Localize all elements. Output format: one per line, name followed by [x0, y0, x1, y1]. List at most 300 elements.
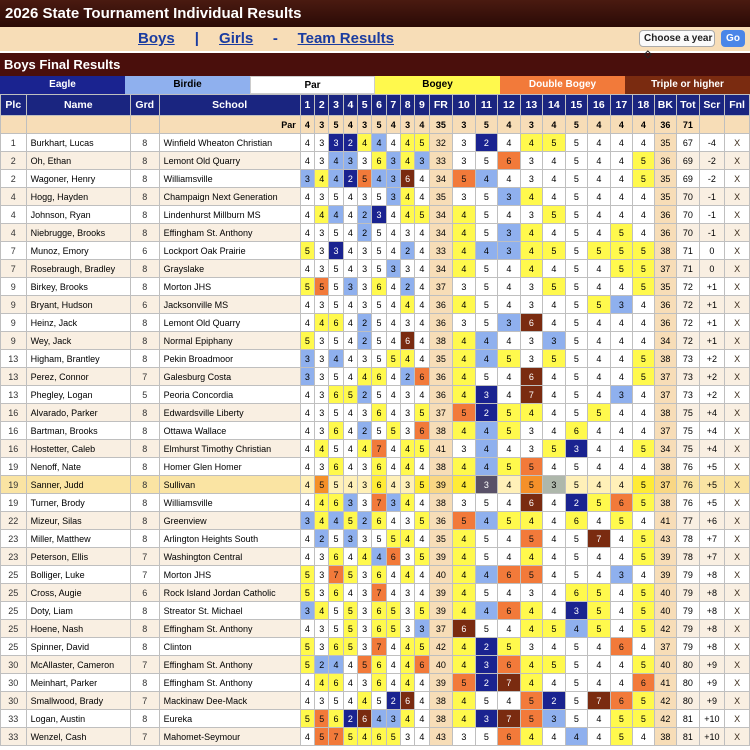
hole-score-cell: 5 — [300, 638, 314, 656]
final-cell: X — [725, 404, 750, 422]
place-cell: 25 — [1, 638, 27, 656]
team-results-link[interactable]: Team Results — [297, 30, 394, 47]
hole-score-cell: 4 — [498, 296, 521, 314]
front-total-cell: 36 — [429, 314, 453, 332]
legend-double-bogey: Double Bogey — [500, 76, 625, 94]
back-total-cell: 38 — [654, 404, 677, 422]
col-header-hole: BK — [654, 95, 677, 116]
hole-score-cell: 4 — [588, 350, 611, 368]
grade-cell: 8 — [130, 476, 159, 494]
hole-score-cell: 4 — [329, 656, 343, 674]
hole-score-cell: 4 — [498, 620, 521, 638]
place-cell: 9 — [1, 332, 27, 350]
hole-score-cell: 2 — [343, 134, 357, 152]
total-cell: 72 — [677, 278, 700, 296]
hole-score-cell: 4 — [415, 260, 429, 278]
hole-score-cell: 4 — [588, 260, 611, 278]
hole-score-cell: 6 — [565, 584, 588, 602]
to-par-cell: 0 — [699, 242, 725, 260]
player-row — [1, 710, 750, 728]
hole-score-cell: 4 — [300, 728, 314, 746]
hole-score-cell: 4 — [300, 386, 314, 404]
hole-score-cell: 5 — [543, 440, 566, 458]
hole-score-cell: 4 — [633, 512, 654, 530]
hole-score-cell: 3 — [520, 296, 543, 314]
player-row — [1, 152, 750, 170]
to-par-cell: +2 — [699, 386, 725, 404]
hole-score-cell: 5 — [329, 224, 343, 242]
hole-score-cell: 4 — [415, 314, 429, 332]
front-total-cell: 39 — [429, 476, 453, 494]
total-cell: 72 — [677, 314, 700, 332]
col-header-hole: Scr — [699, 95, 725, 116]
total-cell: 69 — [677, 170, 700, 188]
hole-score-cell: 3 — [315, 620, 329, 638]
place-cell: 23 — [1, 530, 27, 548]
hole-score-cell: 4 — [300, 152, 314, 170]
hole-score-cell: 4 — [400, 206, 414, 224]
hole-score-cell: 4 — [543, 224, 566, 242]
hole-score-cell: 4 — [498, 476, 521, 494]
school-cell: Arlington Heights South — [159, 530, 300, 548]
hole-score-cell: 2 — [358, 332, 372, 350]
hole-score-cell: 4 — [498, 278, 521, 296]
hole-score-cell: 5 — [520, 476, 543, 494]
final-cell: X — [725, 602, 750, 620]
hole-score-cell: 3 — [400, 404, 414, 422]
hole-score-cell: 5 — [329, 476, 343, 494]
to-par-cell: +8 — [699, 620, 725, 638]
hole-score-cell: 4 — [453, 260, 476, 278]
hole-score-cell: 5 — [315, 278, 329, 296]
hole-score-cell: 6 — [358, 710, 372, 728]
hole-score-cell: 4 — [610, 548, 633, 566]
hole-score-cell: 4 — [315, 602, 329, 620]
front-total-cell: 38 — [429, 422, 453, 440]
col-header-hole: 17 — [610, 95, 633, 116]
hole-score-cell: 4 — [300, 692, 314, 710]
hole-score-cell: 5 — [386, 602, 400, 620]
hole-score-cell: 3 — [315, 368, 329, 386]
hole-score-cell: 5 — [415, 548, 429, 566]
nav-bar — [0, 27, 750, 60]
hole-score-cell: 4 — [453, 206, 476, 224]
grade-cell: 6 — [130, 242, 159, 260]
col-header-grd: Grd — [130, 95, 159, 116]
back-total-cell: 37 — [654, 260, 677, 278]
hole-score-cell: 4 — [329, 170, 343, 188]
front-total-cell: 34 — [429, 224, 453, 242]
grade-cell: 7 — [130, 728, 159, 746]
front-total-cell: 33 — [429, 152, 453, 170]
place-cell: 13 — [1, 386, 27, 404]
player-name-cell: Hoene, Nash — [26, 620, 130, 638]
hole-score-cell: 5 — [343, 386, 357, 404]
hole-score-cell: 2 — [565, 494, 588, 512]
player-row — [1, 476, 750, 494]
place-cell: 33 — [1, 728, 27, 746]
grade-cell: 8 — [130, 602, 159, 620]
back-total-cell: 40 — [654, 602, 677, 620]
school-cell: Effingham St. Anthony — [159, 656, 300, 674]
hole-score-cell: 5 — [610, 710, 633, 728]
hole-score-cell: 5 — [300, 566, 314, 584]
hole-score-cell: 4 — [400, 440, 414, 458]
to-par-cell: +1 — [699, 332, 725, 350]
hole-score-cell: 3 — [358, 584, 372, 602]
front-total-cell: 39 — [429, 548, 453, 566]
hole-score-cell: 3 — [358, 188, 372, 206]
hole-score-cell: 4 — [453, 566, 476, 584]
to-par-cell: +5 — [699, 476, 725, 494]
hole-score-cell: 4 — [588, 440, 611, 458]
school-cell: Greenview — [159, 512, 300, 530]
hole-score-cell: 3 — [315, 350, 329, 368]
hole-score-cell: 4 — [358, 134, 372, 152]
player-name-cell: Heinz, Jack — [26, 314, 130, 332]
hole-score-cell: 4 — [386, 638, 400, 656]
hole-score-cell: 4 — [453, 332, 476, 350]
place-cell: 19 — [1, 476, 27, 494]
hole-score-cell: 7 — [372, 440, 386, 458]
par-value: 5 — [329, 116, 343, 134]
hole-score-cell: 4 — [300, 530, 314, 548]
player-row — [1, 638, 750, 656]
hole-score-cell: 3 — [400, 512, 414, 530]
hole-score-cell: 4 — [386, 566, 400, 584]
hole-score-cell: 5 — [565, 404, 588, 422]
hole-score-cell: 4 — [415, 296, 429, 314]
total-cell: 73 — [677, 368, 700, 386]
final-cell: X — [725, 512, 750, 530]
hole-score-cell: 4 — [588, 476, 611, 494]
hole-score-cell: 5 — [565, 332, 588, 350]
hole-score-cell: 4 — [588, 566, 611, 584]
final-cell: X — [725, 260, 750, 278]
col-header-hole: 3 — [329, 95, 343, 116]
hole-score-cell: 2 — [543, 692, 566, 710]
hole-score-cell: 5 — [565, 458, 588, 476]
go-button[interactable]: Go — [721, 30, 745, 47]
hole-score-cell: 3 — [453, 494, 476, 512]
hole-score-cell: 5 — [453, 404, 476, 422]
hole-score-cell: 4 — [543, 674, 566, 692]
player-name-cell: Logan, Austin — [26, 710, 130, 728]
school-cell: Williamsville — [159, 170, 300, 188]
hole-score-cell: 4 — [588, 548, 611, 566]
total-cell: 72 — [677, 332, 700, 350]
final-cell: X — [725, 368, 750, 386]
par-value: 5 — [565, 116, 588, 134]
front-total-cell: 43 — [429, 728, 453, 746]
hole-score-cell: 5 — [633, 476, 654, 494]
front-total-cell: 37 — [429, 404, 453, 422]
hole-score-cell: 4 — [543, 386, 566, 404]
grade-cell: 8 — [130, 638, 159, 656]
grade-cell: 8 — [130, 440, 159, 458]
hole-score-cell: 5 — [315, 710, 329, 728]
hole-score-cell: 4 — [543, 512, 566, 530]
hole-score-cell: 2 — [315, 656, 329, 674]
hole-score-cell: 6 — [372, 512, 386, 530]
final-cell: X — [725, 350, 750, 368]
hole-score-cell: 3 — [358, 350, 372, 368]
hole-score-cell: 2 — [475, 674, 498, 692]
hole-score-cell: 3 — [400, 602, 414, 620]
player-row — [1, 674, 750, 692]
year-select[interactable]: Choose a year ◇ — [639, 30, 715, 47]
front-total-cell: 38 — [429, 692, 453, 710]
hole-score-cell: 5 — [565, 386, 588, 404]
hole-score-cell: 4 — [343, 224, 357, 242]
hole-score-cell: 4 — [453, 476, 476, 494]
front-total-cell: 37 — [429, 620, 453, 638]
hole-score-cell: 5 — [372, 188, 386, 206]
legend-triple: Triple or higher — [625, 76, 750, 94]
hole-score-cell: 3 — [520, 584, 543, 602]
nav-separator: | — [194, 30, 199, 47]
hole-score-cell: 4 — [588, 386, 611, 404]
hole-score-cell: 4 — [415, 710, 429, 728]
col-header-hole: 9 — [415, 95, 429, 116]
player-row — [1, 584, 750, 602]
col-header-hole: 6 — [372, 95, 386, 116]
player-row — [1, 224, 750, 242]
total-cell: 73 — [677, 386, 700, 404]
hole-score-cell: 3 — [358, 476, 372, 494]
girls-link[interactable]: Girls — [219, 30, 254, 47]
final-cell: X — [725, 530, 750, 548]
front-total-cell: 40 — [429, 566, 453, 584]
hole-score-cell: 4 — [415, 242, 429, 260]
hole-score-cell: 4 — [588, 728, 611, 746]
player-row — [1, 314, 750, 332]
hole-score-cell: 4 — [633, 134, 654, 152]
hole-score-cell: 4 — [475, 350, 498, 368]
front-total-cell: 34 — [429, 260, 453, 278]
hole-score-cell: 5 — [610, 512, 633, 530]
hole-score-cell: 2 — [400, 278, 414, 296]
total-cell: 78 — [677, 530, 700, 548]
par-value: 4 — [415, 116, 429, 134]
player-name-cell: Miller, Matthew — [26, 530, 130, 548]
hole-score-cell: 5 — [372, 530, 386, 548]
hole-score-cell: 4 — [453, 368, 476, 386]
hole-score-cell: 4 — [400, 656, 414, 674]
hole-score-cell: 3 — [498, 224, 521, 242]
to-par-cell: -1 — [699, 224, 725, 242]
hole-score-cell: 5 — [565, 368, 588, 386]
school-cell: Mackinaw Dee-Mack — [159, 692, 300, 710]
hole-score-cell: 5 — [633, 242, 654, 260]
hole-score-cell: 5 — [415, 476, 429, 494]
hole-score-cell: 2 — [343, 710, 357, 728]
hole-score-cell: 6 — [329, 314, 343, 332]
place-cell: 23 — [1, 548, 27, 566]
grade-cell: 8 — [130, 224, 159, 242]
hole-score-cell: 4 — [633, 206, 654, 224]
par-value: 4 — [343, 116, 357, 134]
player-name-cell: Doty, Liam — [26, 602, 130, 620]
hole-score-cell: 3 — [415, 620, 429, 638]
hole-score-cell: 4 — [386, 476, 400, 494]
school-cell: Lindenhurst Millburn MS — [159, 206, 300, 224]
hole-score-cell: 4 — [372, 548, 386, 566]
boys-link[interactable]: Boys — [138, 30, 175, 47]
hole-score-cell: 4 — [475, 170, 498, 188]
school-cell: Ottawa Wallace — [159, 422, 300, 440]
hole-score-cell: 4 — [588, 638, 611, 656]
hole-score-cell: 7 — [520, 386, 543, 404]
hole-score-cell: 4 — [343, 674, 357, 692]
hole-score-cell: 4 — [588, 458, 611, 476]
place-cell: 30 — [1, 692, 27, 710]
hole-score-cell: 3 — [543, 476, 566, 494]
total-cell: 73 — [677, 350, 700, 368]
hole-score-cell: 5 — [475, 206, 498, 224]
hole-score-cell: 5 — [588, 602, 611, 620]
front-total-cell: 34 — [429, 206, 453, 224]
player-row — [1, 548, 750, 566]
player-row — [1, 242, 750, 260]
hole-score-cell: 4 — [300, 458, 314, 476]
hole-score-cell: 5 — [633, 260, 654, 278]
final-cell: X — [725, 710, 750, 728]
final-cell: X — [725, 278, 750, 296]
player-name-cell: Nenoff, Nate — [26, 458, 130, 476]
hole-score-cell: 4 — [520, 188, 543, 206]
col-header-hole: Fnl — [725, 95, 750, 116]
hole-score-cell: 3 — [300, 368, 314, 386]
hole-score-cell: 5 — [415, 134, 429, 152]
hole-score-cell: 2 — [400, 368, 414, 386]
hole-score-cell: 4 — [633, 458, 654, 476]
player-row — [1, 512, 750, 530]
hole-score-cell: 5 — [453, 674, 476, 692]
player-row — [1, 134, 750, 152]
player-name-cell: Bryant, Hudson — [26, 296, 130, 314]
hole-score-cell: 3 — [358, 494, 372, 512]
hole-score-cell: 3 — [358, 296, 372, 314]
hole-score-cell: 6 — [372, 476, 386, 494]
school-cell: Morton JHS — [159, 566, 300, 584]
to-par-cell: +9 — [699, 674, 725, 692]
hole-score-cell: 4 — [300, 206, 314, 224]
hole-score-cell: 4 — [343, 440, 357, 458]
hole-score-cell: 5 — [372, 332, 386, 350]
hole-score-cell: 3 — [372, 206, 386, 224]
player-row — [1, 332, 750, 350]
hole-score-cell: 5 — [633, 548, 654, 566]
hole-score-cell: 5 — [343, 566, 357, 584]
hole-score-cell: 4 — [610, 152, 633, 170]
back-total-cell: 37 — [654, 386, 677, 404]
hole-score-cell: 5 — [565, 692, 588, 710]
par-value: 3 — [453, 116, 476, 134]
par-row-label: Par — [159, 116, 300, 134]
hole-score-cell: 5 — [565, 242, 588, 260]
hole-score-cell: 5 — [329, 530, 343, 548]
hole-score-cell: 4 — [400, 350, 414, 368]
to-par-cell: -2 — [699, 152, 725, 170]
player-name-cell: Mizeur, Silas — [26, 512, 130, 530]
hole-score-cell: 3 — [453, 152, 476, 170]
hole-score-cell: 3 — [453, 134, 476, 152]
final-cell: X — [725, 332, 750, 350]
hole-score-cell: 5 — [300, 278, 314, 296]
hole-score-cell: 4 — [415, 494, 429, 512]
grade-cell: 8 — [130, 314, 159, 332]
hole-score-cell: 3 — [400, 584, 414, 602]
hole-score-cell: 5 — [453, 170, 476, 188]
to-par-cell: +8 — [699, 566, 725, 584]
hole-score-cell: 6 — [565, 422, 588, 440]
hole-score-cell: 4 — [415, 458, 429, 476]
col-header-hole: 7 — [386, 95, 400, 116]
total-cell: 70 — [677, 224, 700, 242]
hole-score-cell: 3 — [343, 152, 357, 170]
hole-score-cell: 4 — [300, 620, 314, 638]
player-name-cell: Cross, Augie — [26, 584, 130, 602]
hole-score-cell: 5 — [329, 602, 343, 620]
hole-score-cell: 4 — [453, 242, 476, 260]
hole-score-cell: 3 — [358, 260, 372, 278]
hole-score-cell: 3 — [358, 530, 372, 548]
hole-score-cell: 4 — [343, 476, 357, 494]
hole-score-cell: 4 — [415, 170, 429, 188]
place-cell: 16 — [1, 422, 27, 440]
hole-score-cell: 4 — [453, 602, 476, 620]
hole-score-cell: 4 — [498, 548, 521, 566]
hole-score-cell: 4 — [343, 368, 357, 386]
hole-score-cell: 5 — [588, 296, 611, 314]
school-cell: Edwardsville Liberty — [159, 404, 300, 422]
hole-score-cell: 7 — [329, 728, 343, 746]
col-header-hole: 16 — [588, 95, 611, 116]
hole-score-cell: 4 — [543, 314, 566, 332]
total-cell: 81 — [677, 710, 700, 728]
player-name-cell: Bartman, Brooks — [26, 422, 130, 440]
hole-score-cell: 4 — [453, 584, 476, 602]
hole-score-cell: 5 — [475, 260, 498, 278]
back-total-cell: 40 — [654, 656, 677, 674]
hole-score-cell: 3 — [520, 152, 543, 170]
hole-score-cell: 4 — [543, 188, 566, 206]
hole-score-cell: 4 — [415, 386, 429, 404]
total-cell: 70 — [677, 206, 700, 224]
par-value: 3 — [315, 116, 329, 134]
player-name-cell: Wagoner, Henry — [26, 170, 130, 188]
hole-score-cell: 4 — [588, 314, 611, 332]
grade-cell: 8 — [130, 458, 159, 476]
hole-score-cell: 4 — [498, 170, 521, 188]
front-total-cell: 40 — [429, 656, 453, 674]
player-row — [1, 188, 750, 206]
hole-score-cell: 4 — [343, 296, 357, 314]
place-cell: 7 — [1, 242, 27, 260]
hole-score-cell: 3 — [453, 440, 476, 458]
legend-birdie: Birdie — [125, 76, 250, 94]
back-total-cell: 36 — [654, 206, 677, 224]
hole-score-cell: 5 — [543, 242, 566, 260]
hole-score-cell: 4 — [588, 188, 611, 206]
total-cell: 71 — [677, 242, 700, 260]
hole-score-cell: 4 — [520, 242, 543, 260]
hole-score-cell: 5 — [343, 602, 357, 620]
hole-score-cell: 5 — [610, 242, 633, 260]
col-header-hole: 8 — [400, 95, 414, 116]
hole-score-cell: 3 — [400, 260, 414, 278]
